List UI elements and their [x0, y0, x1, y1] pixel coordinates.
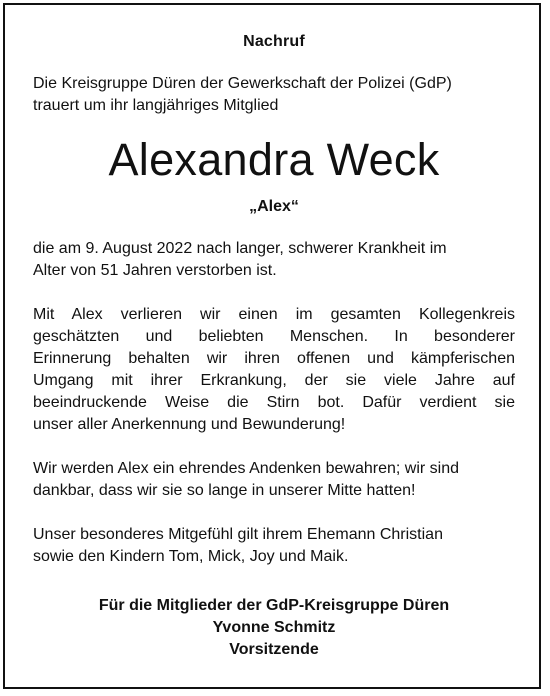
- signature-block: [33, 595, 515, 661]
- text-line: Alter von 51 Jahren verstorben ist.: [33, 262, 277, 279]
- signature-role: Vorsitzende: [229, 641, 319, 658]
- paragraph-remembrance: [33, 458, 515, 502]
- text-line: dankbar, dass wir sie so lange in unserer Mitte hatten!: [33, 482, 416, 499]
- intro-line: trauert um ihr langjähriges Mitglied: [33, 97, 279, 114]
- text-line: Wir werden Alex ein ehrendes Andenken bewahren; wir sind: [33, 460, 460, 477]
- text-line: Erinnerung behalten wir ihren offenen und kämpferischen: [33, 350, 515, 367]
- text-line: Unser besonderes Mitgefühl gilt ihrem Ehemann Christian: [33, 526, 443, 543]
- intro-line: Die Kreisgruppe Düren der Gewerkschaft der Polizei (GdP): [33, 75, 452, 92]
- text-line: sowie den Kindern Tom, Mick, Joy und Maik.: [33, 548, 349, 565]
- paragraph-death-date: [33, 238, 515, 282]
- text-line: beeindruckende Weise die Stirn bot. Dafür verdient sie: [33, 394, 515, 411]
- signature-organization: Für die Mitglieder der GdP-Kreisgruppe Düren: [98, 597, 450, 614]
- text-line: geschätzten und beliebten Menschen. In besonderer: [33, 328, 515, 345]
- deceased-nickname: „Alex“: [249, 198, 299, 215]
- text-line: Umgang mit ihrer Erkrankung, der sie viele Jahre auf: [33, 372, 515, 389]
- text-line: die am 9. August 2022 nach langer, schwerer Krankheit im: [33, 240, 447, 257]
- text-line: unser aller Anerkennung und Bewunderung!: [33, 416, 346, 433]
- notice-heading: Nachruf: [243, 33, 305, 50]
- paragraph-condolences: [33, 524, 515, 568]
- deceased-name: Alexandra Weck: [108, 134, 440, 185]
- text-line: Mit Alex verlieren wir einen im gesamten Kollegenkreis: [33, 306, 515, 323]
- signature-person: Yvonne Schmitz: [212, 619, 336, 636]
- paragraph-tribute: [33, 304, 515, 436]
- intro-text: [33, 73, 515, 117]
